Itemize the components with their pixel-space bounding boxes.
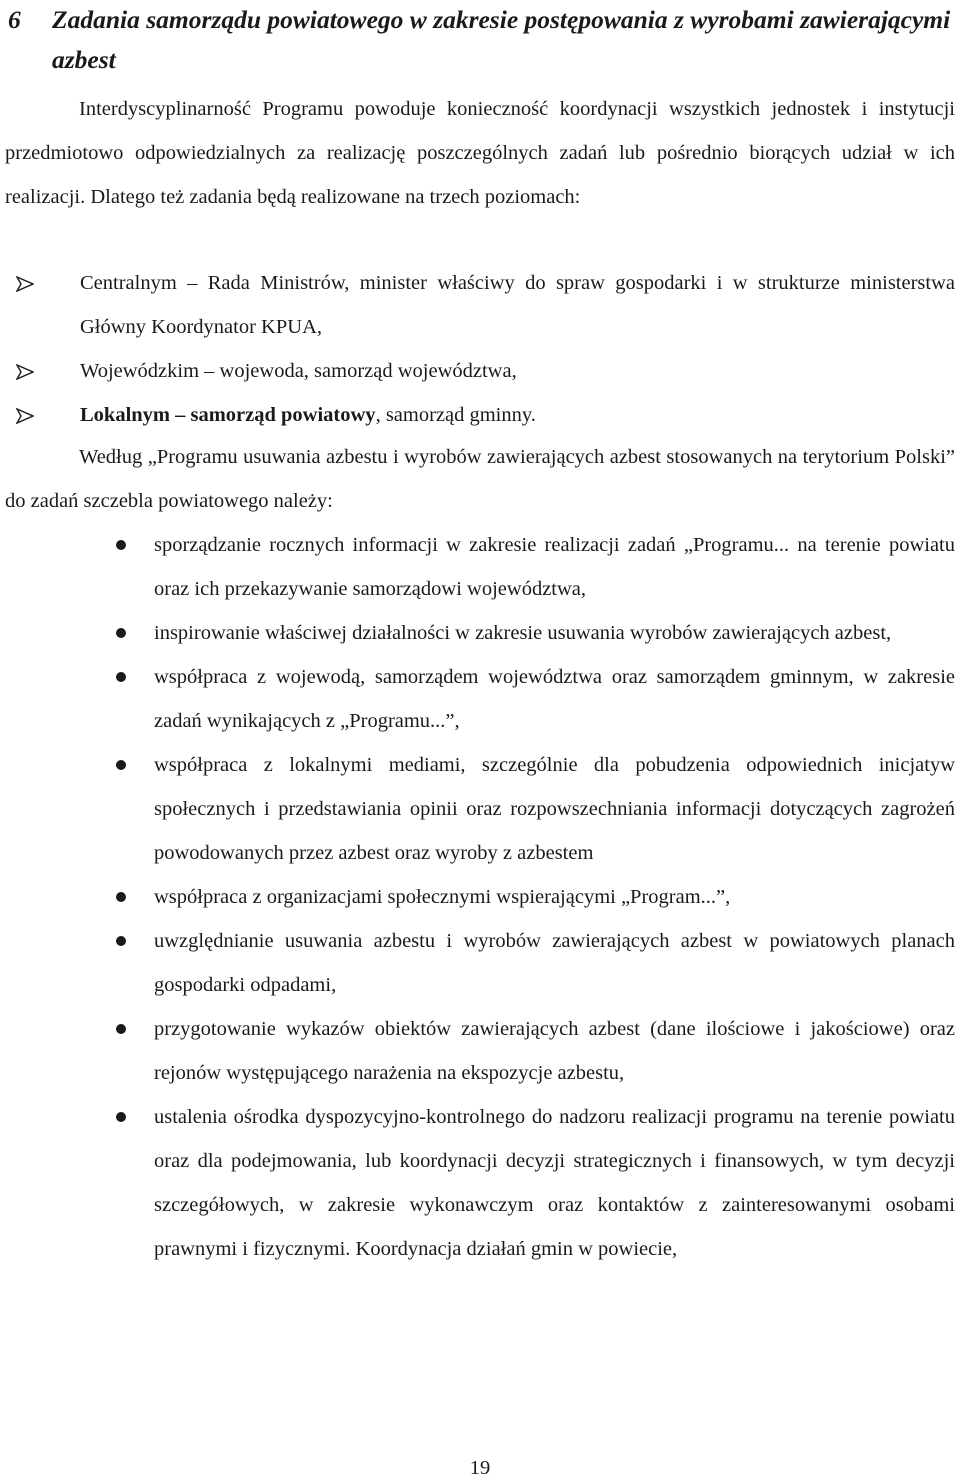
bullet-dot-icon: [116, 936, 126, 946]
task-text: sporządzanie rocznych informacji w zakresie realizacji zadań „Programu... na terenie powiatu oraz ich przekazywanie samorządowi województwa,: [154, 534, 955, 600]
level-regional-text: Wojewódzkim – wojewoda, samorząd województwa,: [80, 360, 517, 382]
bullet-dot-icon: [116, 628, 126, 638]
section-title: Zadania samorządu powiatowego w zakresie postępowania z wyrobami zawierającymi azbest: [52, 5, 951, 74]
task-item: [0, 611, 955, 655]
levels-list: [0, 261, 960, 437]
task-item: [0, 523, 955, 611]
task-item: [0, 655, 955, 743]
arrow-bullet-icon: [16, 408, 34, 424]
task-text: współpraca z wojewodą, samorządem województwa oraz samorządem gminnym, w zakresie zadań wynikających z „Programu...”,: [154, 666, 955, 732]
second-paragraph: Według „Programu usuwania azbestu i wyrobów zawierających azbest stosowanych na terytorium Polski” do zadań szczebla powiatowego należy:: [5, 446, 955, 512]
intro-paragraph: Interdyscyplinarność Programu powoduje konieczność koordynacji wszystkich jednostek i instytucji przedmiotowo odpowiedzialnych za realizację poszczególnych zadań lub pośrednio biorących udział w ich realizacji. Dlatego też zadania będą realizowane na trzech poziomach:: [5, 98, 955, 208]
level-item-central: [0, 261, 955, 349]
bullet-dot-icon: [116, 892, 126, 902]
arrow-bullet-icon: [16, 276, 34, 292]
tasks-list: [0, 523, 960, 1271]
bullet-dot-icon: [116, 1112, 126, 1122]
page-number: 19: [469, 1457, 491, 1479]
task-item: [0, 875, 955, 919]
level-local-bold-text: Lokalnym – samorząd powiatowy: [80, 404, 376, 426]
level-local-rest-text: , samorząd gminny.: [375, 404, 536, 426]
arrow-bullet-icon: [16, 364, 34, 380]
task-item: [0, 1007, 955, 1095]
section-number: 6: [8, 5, 21, 34]
bullet-dot-icon: [116, 540, 126, 550]
task-item: [0, 919, 955, 1007]
bullet-dot-icon: [116, 1024, 126, 1034]
bullet-dot-icon: [116, 760, 126, 770]
task-text: współpraca z lokalnymi mediami, szczególnie dla pobudzenia odpowiednich inicjatyw społecznych i przedstawiania opinii oraz rozpowszechniania informacji dotyczących zagrożeń powodowanych przez azbest oraz wyroby z azbestem: [154, 754, 955, 864]
level-item-local: [0, 393, 955, 437]
bullet-dot-icon: [116, 672, 126, 682]
task-item: [0, 743, 955, 875]
task-text: ustalenia ośrodka dyspozycyjno-kontrolnego do nadzoru realizacji programu na terenie powiatu oraz dla podejmowania, lub koordynacji decyzji strategicznych i finansowych, w tym decyzji szczegółowych, w zakresie wykonawczym oraz kontaktów z zainteresowanymi osobami prawnymi i fizycznymi. Koordynacja działań gmin w powiecie,: [154, 1106, 955, 1260]
task-text: inspirowanie właściwej działalności w zakresie usuwania wyrobów zawierających azbest,: [154, 622, 892, 644]
task-text: przygotowanie wykazów obiektów zawierających azbest (dane ilościowe i jakościowe) oraz rejonów występującego narażenia na ekspozycje azbestu,: [154, 1018, 955, 1084]
task-text: uwzględnianie usuwania azbestu i wyrobów zawierających azbest w powiatowych planach gospodarki odpadami,: [154, 930, 955, 996]
level-item-regional: [0, 349, 955, 393]
task-item: [0, 1095, 955, 1271]
task-text: współpraca z organizacjami społecznymi wspierającymi „Program...”,: [154, 886, 731, 908]
level-central-text: Centralnym – Rada Ministrów, minister właściwy do spraw gospodarki i w strukturze ministerstwa Główny Koordynator KPUA,: [80, 272, 955, 338]
